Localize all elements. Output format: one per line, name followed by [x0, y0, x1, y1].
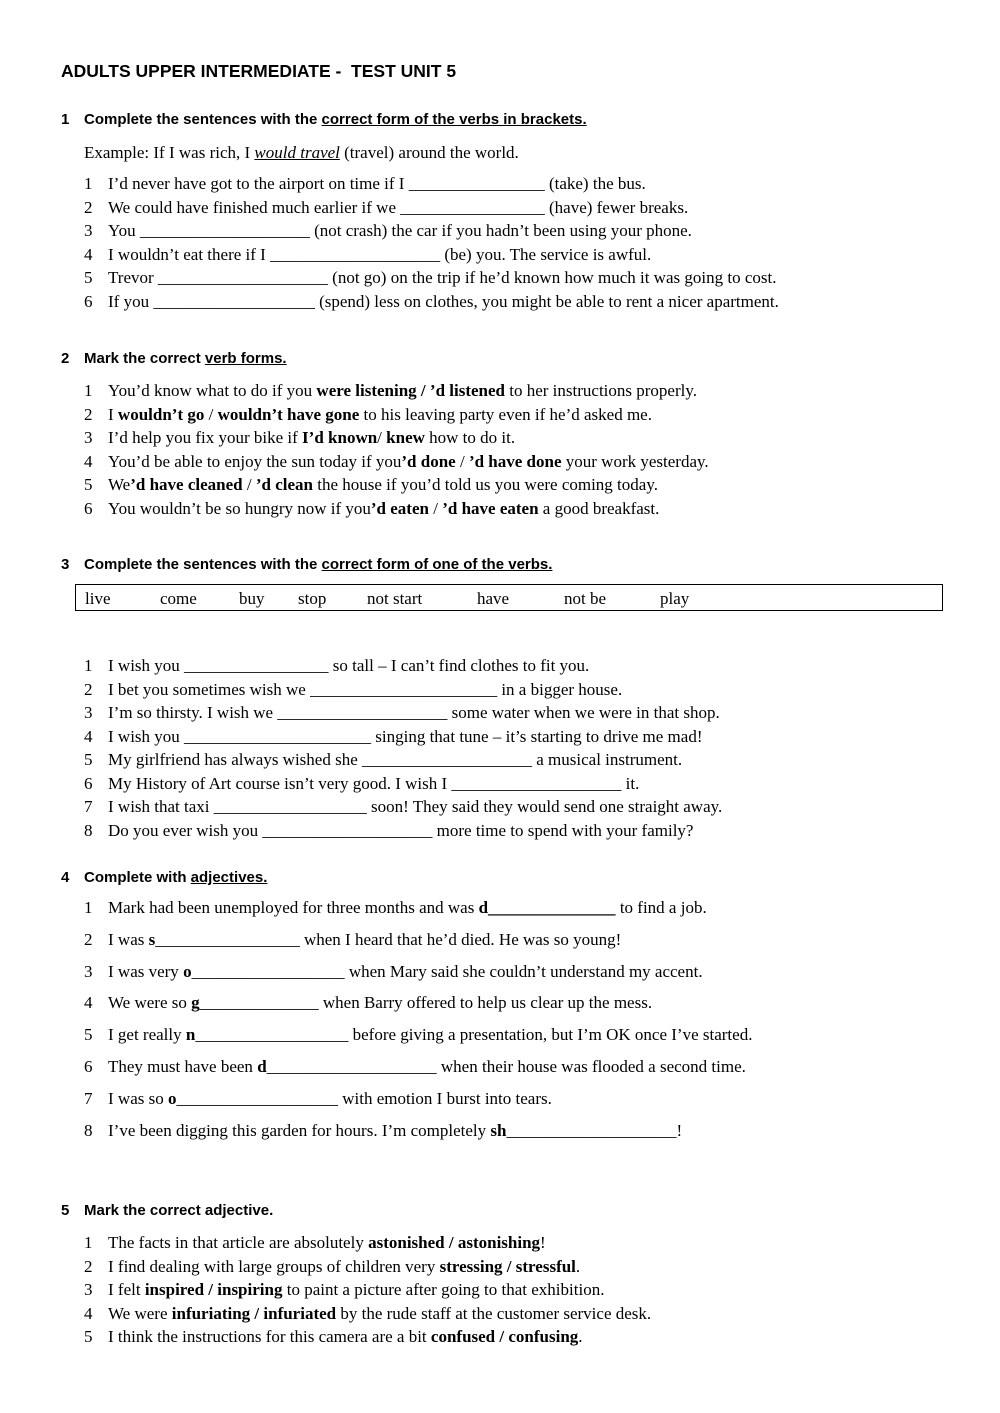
list-item: 1 You’d know what to do if you were listening / ’d listened to her instructions properly.	[84, 381, 697, 400]
first-letter: g	[191, 993, 200, 1013]
heading-text: Mark the correct	[84, 350, 205, 367]
first-letter: s	[148, 929, 156, 949]
answer-blank[interactable]: d_______________	[478, 898, 616, 917]
choice[interactable]: inspired / inspiring	[144, 1280, 283, 1299]
list-item: 1 I wish you _________________ so tall – I can’t find clothes to fit you.	[84, 656, 590, 675]
choice[interactable]: wouldn’t have gone	[217, 404, 360, 424]
list-item: 5 We’d have cleaned / ’d clean the house if you’d told us you were coming today.	[84, 475, 658, 494]
choice[interactable]: I’d known	[302, 428, 378, 447]
example-post: (travel) around the world.	[339, 143, 519, 162]
list-item: 7 I was so o___________________ with emotion I burst into tears.	[84, 1088, 552, 1108]
list-item: 3 I was very o__________________ when Mary said she couldn’t understand my accent.	[84, 961, 703, 981]
list-item: 5 I get really n__________________ before giving a presentation, but I’m OK once I’ve started.	[84, 1025, 753, 1045]
list-item: 7 I wish that taxi __________________ soon! They said they would send one straight away.	[84, 797, 723, 816]
choice[interactable]: stressing / stressful	[439, 1256, 576, 1276]
heading-text: Complete the sentences with the	[84, 556, 322, 573]
list-item: 8 Do you ever wish you ____________________ more time to spend with your family?	[84, 820, 694, 840]
section-2-heading	[61, 350, 287, 367]
list-item: 3 I felt inspired / inspiring to paint a picture after going to that exhibition.	[84, 1280, 605, 1299]
list-item: 2 We could have finished much earlier if we _________________ (have) fewer breaks.	[84, 197, 689, 217]
answer-blank[interactable]: _________________ when I heard that he’d died. He was so young!	[155, 929, 622, 949]
list-item: 3 You ____________________ (not crash) the car if you hadn’t been using your phone.	[84, 221, 692, 240]
choice[interactable]: knew	[386, 428, 425, 447]
heading-underlined: correct form of one of the verbs.	[321, 556, 553, 573]
heading-text: Complete the sentences with the	[84, 111, 322, 128]
first-letter: d	[257, 1056, 267, 1076]
list-item: 6 If you ___________________ (spend) less on clothes, you might be able to rent a nicer apartment.	[84, 291, 779, 311]
section-number: 3	[61, 556, 70, 573]
list-item: 2 I was s_________________ when I heard that he’d died. He was so young!	[84, 929, 622, 949]
word: live	[85, 589, 111, 608]
choice[interactable]: infuriating / infuriated	[171, 1303, 337, 1323]
choice[interactable]: confused / confusing	[430, 1327, 579, 1346]
section-4-items	[84, 892, 752, 1146]
item-text[interactable]: I’m so thirsty. I wish we ____________________ some water when we were in that shop.	[108, 703, 720, 722]
list-item: 4 We were infuriating / infuriated by the rude staff at the customer service desk.	[84, 1303, 652, 1323]
list-item: 1 The facts in that article are absolutely astonished / astonishing!	[84, 1233, 546, 1252]
answer-blank[interactable]: ______________ when Barry offered to help us clear up the mess.	[199, 993, 653, 1013]
list-item: 1 I’d never have got to the airport on time if I ________________ (take) the bus.	[84, 174, 646, 193]
list-item: 4 I wish you ______________________ singing that tune – it’s starting to drive me mad!	[84, 726, 703, 746]
section-1-heading	[61, 111, 587, 128]
answer-blank[interactable]: __________________ when Mary said she couldn’t understand my accent.	[191, 961, 703, 981]
section-4-heading	[61, 869, 267, 886]
answer-blank[interactable]: ____________________!	[506, 1120, 683, 1140]
section-number: 5	[61, 1202, 70, 1219]
heading-underlined: adjectives.	[190, 869, 268, 886]
item-text[interactable]: I wouldn’t eat there if I ____________________ (be) you. The service is awful.	[108, 244, 652, 264]
item-text[interactable]: I’d never have got to the airport on time if I ________________ (take) the bus.	[108, 174, 646, 193]
choice[interactable]: ’d have done	[468, 451, 562, 471]
first-letter: o	[167, 1088, 177, 1108]
section-1-items	[84, 172, 779, 313]
list-item: 5 Trevor ____________________ (not go) on the trip if he’d known how much it was going to cost.	[84, 268, 777, 287]
example-answer: would travel	[254, 143, 340, 162]
list-item: 2 I bet you sometimes wish we ______________________ in a bigger house.	[84, 679, 623, 699]
list-item: 5 My girlfriend has always wished she ____________________ a musical instrument.	[84, 750, 683, 769]
choice[interactable]: astonished / astonishing	[368, 1233, 541, 1252]
item-text[interactable]: I wish that taxi __________________ soon! They said they would send one straight away.	[108, 797, 723, 816]
item-text[interactable]: Trevor ____________________ (not go) on the trip if he’d known how much it was going to cost.	[108, 268, 777, 287]
word: not start	[367, 589, 423, 608]
choice[interactable]: were listening / ’d listened	[316, 381, 505, 400]
list-item: 3 I’m so thirsty. I wish we ____________________ some water when we were in that shop.	[84, 703, 720, 722]
first-letter: sh	[490, 1120, 507, 1140]
item-text[interactable]: I bet you sometimes wish we ______________________ in a bigger house.	[108, 679, 623, 699]
item-text[interactable]: I wish you _________________ so tall – I can’t find clothes to fit you.	[108, 656, 590, 675]
word: stop	[298, 589, 327, 608]
section-number: 1	[61, 111, 70, 128]
answer-blank[interactable]: __________________ before giving a presentation, but I’m OK once I’ve started.	[195, 1025, 753, 1045]
section-5-items	[84, 1231, 651, 1349]
list-item: 3 I’d help you fix your bike if I’d known/ knew how to do it.	[84, 428, 516, 447]
list-item: 4 You’d be able to enjoy the sun today if you’d done / ’d have done your work yesterday.	[84, 451, 709, 471]
list-item: 6 They must have been d____________________ when their house was flooded a second time.	[84, 1056, 746, 1076]
page-title: ADULTS UPPER INTERMEDIATE - TEST UNIT 5	[61, 61, 457, 81]
word: come	[160, 589, 197, 608]
first-letter: o	[183, 961, 192, 981]
first-letter: n	[185, 1025, 196, 1045]
list-item: 8 I’ve been digging this garden for hours. I’m completely sh____________________!	[84, 1120, 683, 1140]
item-text[interactable]: I wish you ______________________ singing that tune – it’s starting to drive me mad!	[108, 726, 703, 746]
list-item: 6 You wouldn’t be so hungry now if you’d eaten / ’d have eaten a good breakfast.	[84, 498, 660, 518]
heading-underlined: correct form of the verbs in brackets.	[321, 111, 587, 128]
item-text[interactable]: Do you ever wish you ____________________ more time to spend with your family?	[108, 820, 694, 840]
word-box	[75, 584, 943, 611]
list-item: 1 Mark had been unemployed for three months and was d_______________ to find a job.	[84, 898, 707, 917]
section-number: 2	[61, 350, 70, 367]
list-item: 4 I wouldn’t eat there if I ____________________ (be) you. The service is awful.	[84, 244, 652, 264]
word: buy	[239, 589, 265, 608]
choice[interactable]: wouldn’t go	[117, 404, 205, 424]
section-5-heading	[61, 1202, 273, 1219]
word: play	[660, 589, 690, 608]
example-pre: Example: If I was rich, I	[84, 143, 255, 162]
answer-blank[interactable]: ___________________ with emotion I burst into tears.	[176, 1088, 552, 1108]
heading-text: Mark the correct adjective.	[84, 1202, 274, 1219]
section-2-items	[84, 379, 709, 520]
choice[interactable]: ’d eaten	[370, 498, 429, 518]
list-item: 4 We were so g______________ when Barry offered to help us clear up the mess.	[84, 993, 653, 1013]
list-item: 2 I find dealing with large groups of children very stressing / stressful.	[84, 1256, 581, 1276]
item-text[interactable]: My History of Art course isn’t very good. I wish I ____________________ it.	[108, 773, 640, 793]
section-3-heading	[61, 556, 552, 573]
choice[interactable]: ’d have cleaned	[130, 475, 243, 494]
example-sentence	[84, 143, 519, 163]
heading-underlined: verb forms.	[204, 350, 287, 367]
list-item: 6 My History of Art course isn’t very good. I wish I ____________________ it.	[84, 773, 640, 793]
section-number: 4	[61, 869, 70, 886]
choice[interactable]: ’d clean	[255, 475, 313, 494]
answer-blank[interactable]: ____________________ when their house was flooded a second time.	[266, 1056, 746, 1076]
heading-text: Complete with	[84, 869, 191, 886]
item-text[interactable]: You ____________________ (not crash) the car if you hadn’t been using your phone.	[108, 221, 692, 240]
choice[interactable]: ’d done	[401, 451, 456, 471]
section-3-items	[84, 654, 722, 842]
choice[interactable]: ’d have eaten	[442, 498, 539, 518]
word: have	[477, 589, 510, 608]
item-text[interactable]: My girlfriend has always wished she ____________________ a musical instrument.	[108, 750, 683, 769]
list-item: 2 I wouldn’t go / wouldn’t have gone to his leaving party even if he’d asked me.	[84, 404, 652, 424]
item-text[interactable]: We could have finished much earlier if we _________________ (have) fewer breaks.	[108, 197, 689, 217]
word: not be	[564, 589, 607, 608]
list-item: 5 I think the instructions for this camera are a bit confused / confusing.	[84, 1327, 583, 1346]
item-text[interactable]: If you ___________________ (spend) less on clothes, you might be able to rent a nicer apartment.	[108, 291, 779, 311]
